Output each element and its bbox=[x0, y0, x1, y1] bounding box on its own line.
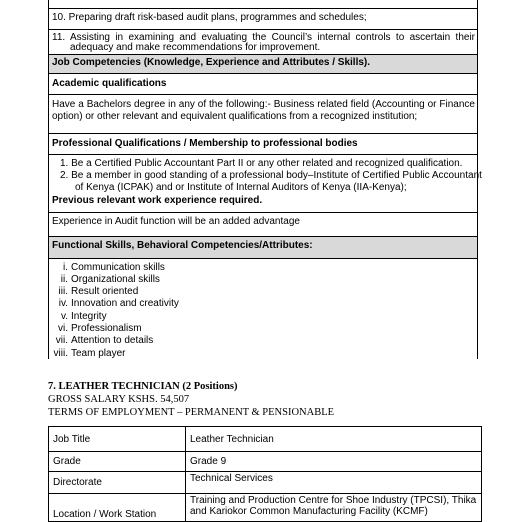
position-terms: TERMS OF EMPLOYMENT – PERMANENT & PENSIONABLE bbox=[48, 407, 335, 418]
list-item: iii. Result oriented bbox=[58, 286, 139, 297]
location-value bbox=[186, 494, 482, 522]
table-row bbox=[49, 452, 482, 472]
academic-line2: option) or other relevant and equivalent qualifications from a recognized institution; bbox=[52, 111, 418, 122]
grade-value: Grade 9 bbox=[186, 452, 482, 472]
location-value-line2: and Kariokor Common Manufacturing Facility (KCMF) bbox=[190, 506, 428, 517]
duty-item-11-line2: adequacy and make recommendations for improvement. bbox=[70, 42, 321, 53]
functional-heading: Functional Skills, Behavioral Competencies/Attributes: bbox=[52, 240, 313, 251]
job-title-value: Leather Technician bbox=[186, 427, 482, 452]
position-title: 7. LEATHER TECHNICIAN (2 Positions) bbox=[48, 381, 238, 392]
divider bbox=[48, 154, 478, 155]
divider bbox=[48, 73, 478, 74]
table-row bbox=[49, 472, 482, 494]
table-row bbox=[49, 427, 482, 452]
list-item: viii. Team player bbox=[53, 348, 126, 359]
experience-text: Experience in Audit function will be an added advantage bbox=[52, 216, 300, 227]
list-item: i. Communication skills bbox=[63, 262, 165, 273]
list-item: ii. Organizational skills bbox=[60, 274, 160, 285]
divider bbox=[48, 212, 478, 213]
divider bbox=[48, 258, 478, 259]
directorate-label: Directorate bbox=[49, 472, 186, 494]
academic-heading: Academic qualifications bbox=[52, 78, 167, 89]
list-item: vi. Professionalism bbox=[58, 323, 142, 334]
competencies-heading: Job Competencies (Knowledge, Experience and Attributes / Skills). bbox=[52, 57, 371, 68]
directorate-value: Technical Services bbox=[186, 472, 482, 494]
list-item: v. Integrity bbox=[60, 311, 107, 322]
professional-heading: Professional Qualifications / Membership to professional bodies bbox=[52, 138, 358, 149]
divider bbox=[48, 29, 478, 30]
table-row bbox=[49, 494, 482, 522]
professional-item-1: 1. Be a Certified Public Accountant Part II or any other related and recognized qualification. bbox=[60, 158, 463, 169]
divider bbox=[48, 8, 478, 9]
position-salary: GROSS SALARY KSHS. 54,507 bbox=[48, 394, 190, 405]
duty-item-11-line1: 11. Assisting in examining and evaluating the Council’s internal controls to ascertain their bbox=[52, 32, 475, 43]
professional-item-2-line2: of Kenya (ICPAK) and or Institute of Internal Auditors of Kenya (IIA-Kenya); bbox=[75, 182, 407, 193]
location-value-line1: Training and Production Centre for Shoe Industry (TPCSI), Thika bbox=[190, 495, 477, 506]
list-item: iv. Innovation and creativity bbox=[58, 298, 179, 309]
academic-line1: Have a Bachelors degree in any of the following:- Business related field (Accounting or Finance bbox=[52, 99, 475, 110]
experience-heading: Previous relevant work experience required. bbox=[52, 195, 263, 206]
professional-item-2-line1: 2. Be a member in good standing of a professional body–Institute of Certified Public Accountant bbox=[60, 170, 482, 181]
divider bbox=[48, 94, 478, 95]
grade-label: Grade bbox=[49, 452, 186, 472]
list-item: vii. Attention to details bbox=[55, 335, 154, 346]
job-title-label: Job Title bbox=[49, 427, 186, 452]
location-label: Location / Work Station bbox=[49, 494, 186, 522]
duty-item-10: 10. Preparing draft risk-based audit plans, programmes and schedules; bbox=[52, 12, 367, 23]
divider bbox=[48, 133, 478, 134]
job-details-table bbox=[48, 426, 482, 522]
